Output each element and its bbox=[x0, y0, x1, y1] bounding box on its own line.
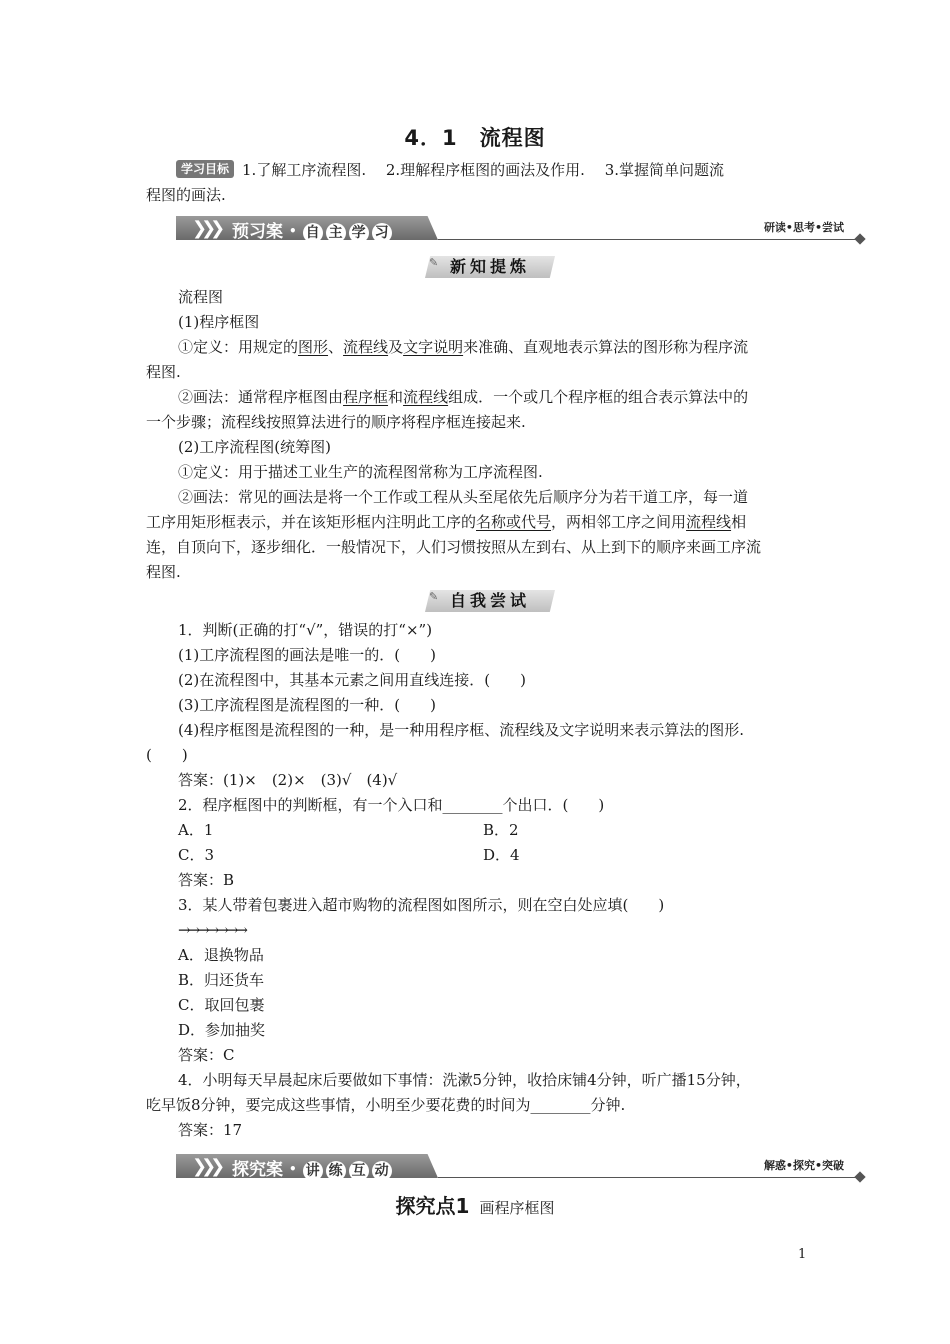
text-span: 、 bbox=[328, 338, 344, 356]
question: 4．小明每天早晨起床后要做如下事情：洗漱5分钟，收拾床铺4分钟，听广播15分钟， bbox=[178, 1071, 751, 1089]
section-new-knowledge bbox=[146, 285, 808, 585]
band-label bbox=[232, 1155, 395, 1181]
band-dot: • bbox=[289, 224, 297, 238]
band-pill: 自 bbox=[303, 223, 323, 243]
underlined-term: 名称或代号 bbox=[476, 513, 552, 531]
answer: 答案：17 bbox=[178, 1121, 243, 1139]
section-self-try bbox=[146, 618, 808, 1143]
band-pill: 互 bbox=[349, 1161, 369, 1181]
band-label-main: 预习案 bbox=[232, 222, 283, 242]
question-item: (3)工序流程图是流程图的一种．( ) bbox=[178, 696, 436, 714]
text-span: ，两相邻工序之间用 bbox=[551, 513, 687, 531]
underlined-term: 流程线 bbox=[343, 338, 389, 356]
text-span: 及 bbox=[388, 338, 404, 356]
learning-goals bbox=[146, 158, 808, 208]
underlined-term: 流程线 bbox=[686, 513, 732, 531]
subheading-text: 自我尝试 bbox=[449, 591, 530, 610]
choice: C．取回包裹 bbox=[178, 996, 265, 1014]
choice: A．退换物品 bbox=[178, 946, 264, 964]
text-line bbox=[146, 385, 808, 410]
band-pill: 习 bbox=[372, 223, 392, 243]
text-span: 来准确、直观地表示算法的图形称为程序流 bbox=[463, 338, 749, 356]
band-dot: • bbox=[289, 1162, 297, 1176]
pen-icon: ✎ bbox=[429, 590, 439, 603]
question: 3．某人带着包裹进入超市购物的流程图如图所示，则在空白处应填( ) bbox=[178, 896, 665, 914]
question: 吃早饭8分钟，要完成这些事情，小明至少要花费的时间为________分钟. bbox=[146, 1096, 626, 1114]
choice: B．归还货车 bbox=[178, 971, 265, 989]
goals-badge: 学习目标 bbox=[176, 160, 234, 178]
answer: 答案：C bbox=[178, 1046, 235, 1064]
question-item: (2)在流程图中，其基本元素之间用直线连接．( ) bbox=[178, 671, 526, 689]
section-band-explore bbox=[176, 1152, 866, 1180]
diamond-icon bbox=[854, 1171, 865, 1182]
goals-text-1: 1.了解工序流程图. 2.理解程序框图的画法及作用. 3.掌握简单问题流 bbox=[242, 161, 725, 179]
choice: C．3 bbox=[178, 846, 215, 864]
band-divider bbox=[438, 1177, 858, 1178]
page-number: 1 bbox=[798, 1247, 807, 1262]
band-label bbox=[232, 217, 395, 243]
topic-title: 探究点1 bbox=[395, 1194, 470, 1218]
subheading-new-knowledge bbox=[425, 256, 555, 278]
underlined-term: 图形 bbox=[298, 338, 329, 356]
text-line: ①定义：用于描述工业生产的流程图常称为工序流程图. bbox=[178, 463, 543, 481]
text-span: 和 bbox=[388, 388, 404, 406]
text-span: 相 bbox=[731, 513, 747, 531]
section-band-preview bbox=[176, 214, 866, 242]
band-pill: 主 bbox=[326, 223, 346, 243]
text-line bbox=[146, 335, 808, 360]
subheading-text: 新知提炼 bbox=[449, 257, 530, 276]
text-line bbox=[146, 510, 808, 535]
question-item: (4)程序框图是流程图的一种，是一种用程序框、流程线及文字说明来表示算法的图形. bbox=[178, 721, 745, 739]
choices-row bbox=[146, 843, 808, 868]
goals-text-2: 程图的画法. bbox=[146, 186, 226, 204]
band-tag: 解惑•探究•突破 bbox=[763, 1159, 844, 1172]
text-line: 程图. bbox=[146, 363, 181, 381]
choice: B．2 bbox=[483, 821, 519, 839]
text-span: ②画法：通常程序框图由 bbox=[178, 388, 344, 406]
text-line: (2)工序流程图(统筹图) bbox=[178, 438, 331, 456]
answer: 答案：(1)× (2)× (3)√ (4)√ bbox=[178, 771, 398, 789]
page-title: 4．1 流程图 bbox=[404, 126, 546, 150]
question: 1．判断(正确的打“√”，错误的打“×”) bbox=[178, 621, 433, 639]
text-line: 程图. bbox=[146, 563, 181, 581]
underlined-term: 文字说明 bbox=[403, 338, 464, 356]
text-line: 连，自顶向下，逐步细化．一般情况下，人们习惯按照从左到右、从上到下的顺序来画工序流 bbox=[146, 538, 762, 556]
choice: A．1 bbox=[178, 821, 214, 839]
choice: D．参加抽奖 bbox=[178, 1021, 266, 1039]
flow-arrows: →→→→→→→ bbox=[178, 921, 245, 939]
text-line: 一个步骤；流程线按照算法进行的顺序将程序框连接起来. bbox=[146, 413, 526, 431]
text-span: 工序用矩形框表示，并在该矩形框内注明此工序的 bbox=[146, 513, 477, 531]
answer: 答案：B bbox=[178, 871, 235, 889]
text-line: (1)程序框图 bbox=[178, 313, 260, 331]
choices-row bbox=[146, 818, 808, 843]
underlined-term: 流程线 bbox=[403, 388, 449, 406]
text-line: ②画法：常见的画法是将一个工作或工程从头至尾依先后顺序分为若干道工序，每一道 bbox=[178, 488, 749, 506]
text-span: 组成．一个或几个程序框的组合表示算法中的 bbox=[448, 388, 749, 406]
band-pill: 练 bbox=[326, 1161, 346, 1181]
band-label-main: 探究案 bbox=[232, 1160, 283, 1180]
text-span: ①定义：用规定的 bbox=[178, 338, 299, 356]
chevron-icon: ❯❯❯ bbox=[192, 218, 220, 239]
question-item: ( ) bbox=[146, 746, 188, 764]
pen-icon: ✎ bbox=[429, 256, 439, 269]
question-item: (1)工序流程图的画法是唯一的．( ) bbox=[178, 646, 436, 664]
band-pill: 讲 bbox=[303, 1161, 323, 1181]
choice: D．4 bbox=[483, 846, 520, 864]
topic-subtitle: 画程序框图 bbox=[479, 1199, 555, 1217]
topic-heading bbox=[0, 1190, 950, 1219]
underlined-term: 程序框 bbox=[343, 388, 389, 406]
question: 2．程序框图中的判断框，有一个入口和________个出口．( ) bbox=[178, 796, 605, 814]
subheading-self-try bbox=[425, 590, 555, 612]
band-pill: 动 bbox=[372, 1161, 392, 1181]
band-divider bbox=[438, 239, 858, 240]
band-pill: 学 bbox=[349, 223, 369, 243]
band-tag: 研读•思考•尝试 bbox=[763, 221, 844, 234]
text-line: 流程图 bbox=[178, 288, 224, 306]
diamond-icon bbox=[854, 233, 865, 244]
chevron-icon: ❯❯❯ bbox=[192, 1156, 220, 1177]
